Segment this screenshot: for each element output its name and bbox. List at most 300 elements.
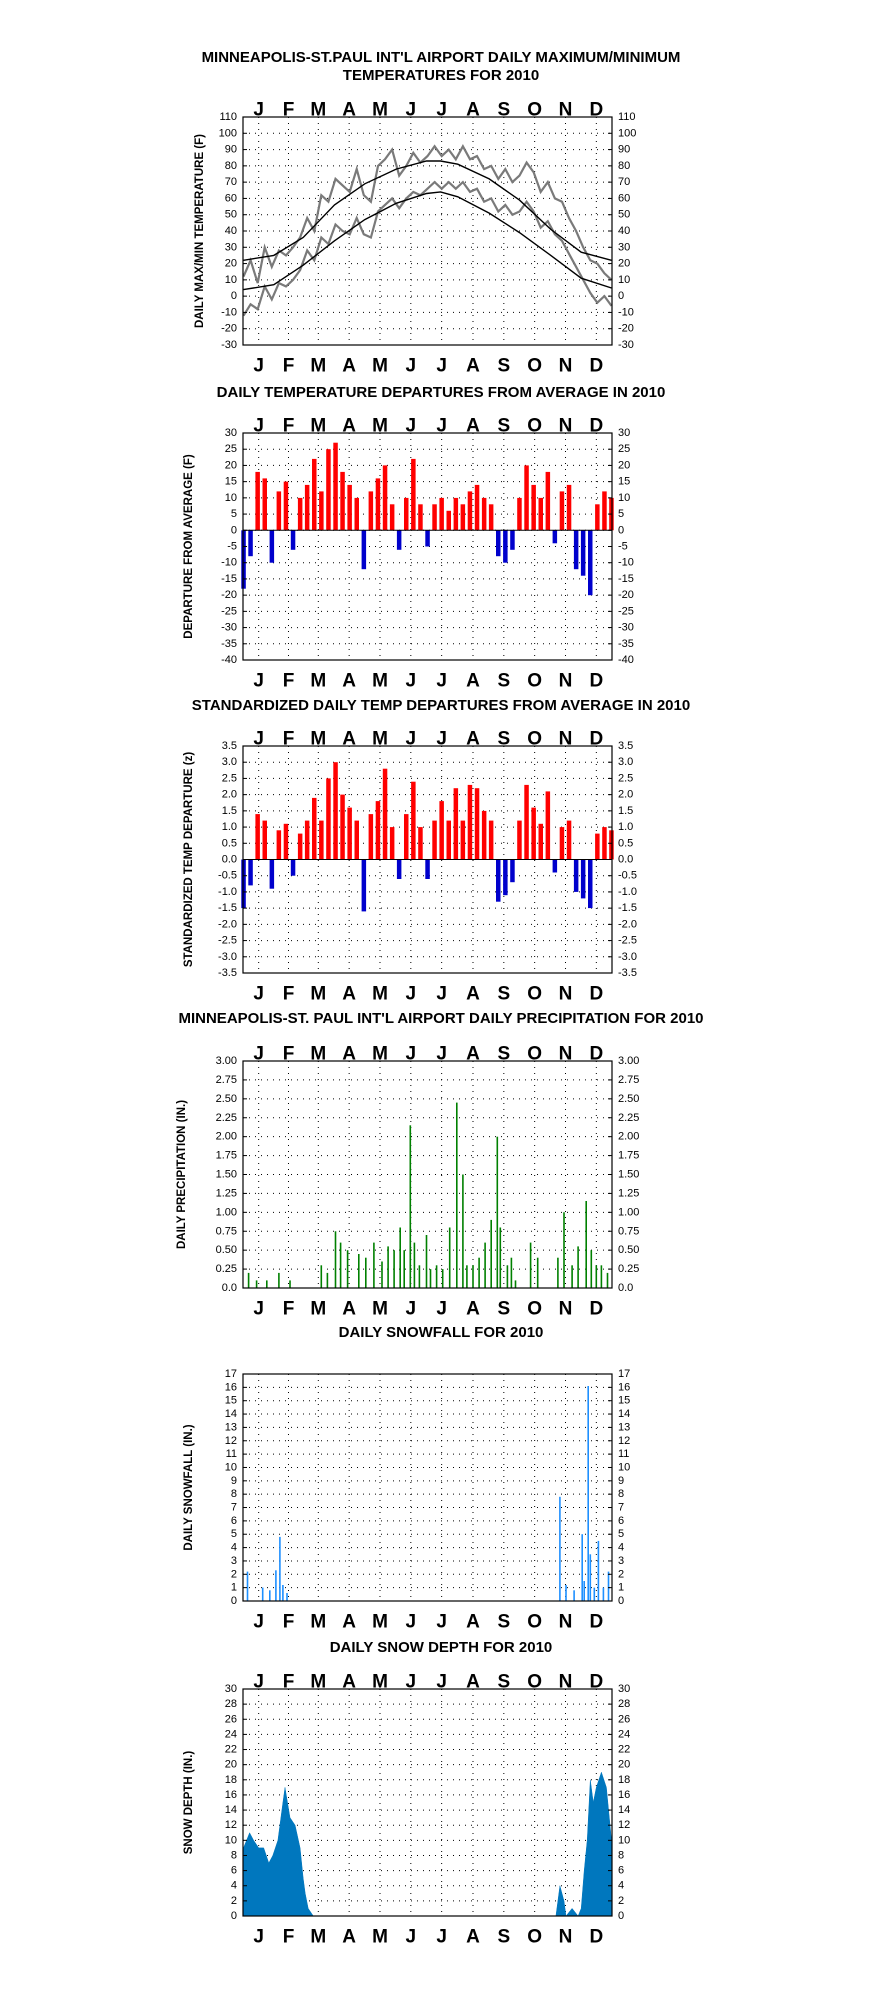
month-label: F — [282, 728, 295, 750]
bar — [277, 491, 282, 530]
y-tick-label-left: 100 — [218, 127, 237, 140]
bar — [482, 498, 487, 530]
y-tick-label-left: 8 — [230, 1488, 237, 1501]
y-tick-label-left: 5 — [230, 1528, 237, 1541]
y-tick-label-left: 30 — [224, 427, 237, 439]
y-tick-label-left: 1.25 — [215, 1187, 237, 1200]
y-tick-label-left: 0 — [230, 1595, 237, 1607]
bar — [381, 1262, 383, 1289]
month-label: J — [436, 1926, 447, 1948]
y-tick-label-right: -5 — [618, 540, 628, 553]
month-label: A — [342, 728, 357, 750]
y-tick-label-right: 20 — [618, 459, 631, 472]
y-tick-label-right: 3.0 — [618, 756, 634, 769]
bar — [517, 821, 522, 860]
y-tick-label-left: -15 — [221, 572, 237, 585]
y-tick-label-left: -30 — [221, 621, 237, 634]
bar — [524, 465, 529, 530]
bar — [510, 860, 515, 883]
month-label: A — [342, 99, 357, 121]
y-tick-label-right: 8 — [618, 1849, 625, 1862]
month-label: S — [497, 415, 511, 437]
bar — [291, 530, 296, 550]
y-tick-label-left: 0 — [230, 1910, 237, 1922]
y-tick-label-left: 0.5 — [221, 837, 237, 850]
y-tick-label-right: 12 — [618, 1819, 631, 1832]
y-tick-label-left: 24 — [224, 1728, 237, 1741]
month-label: N — [558, 1611, 573, 1633]
bar — [383, 465, 388, 530]
bar — [432, 504, 437, 530]
y-tick-label-left: 4 — [230, 1879, 237, 1892]
month-label: O — [527, 728, 543, 750]
bar — [430, 1269, 432, 1288]
bar — [355, 821, 360, 860]
y-tick-label-right: 2.00 — [618, 1130, 640, 1143]
y-tick-label-left: 4 — [230, 1541, 237, 1554]
bar — [510, 530, 515, 550]
month-label: M — [372, 1043, 388, 1065]
bar — [355, 498, 360, 530]
y-tick-label-right: 0.5 — [618, 837, 634, 850]
bar — [571, 1265, 573, 1288]
bar — [515, 1280, 517, 1288]
month-label: M — [372, 1671, 388, 1693]
month-label: N — [558, 99, 573, 121]
month-label: D — [589, 670, 604, 692]
bar — [503, 860, 508, 896]
bar — [319, 821, 324, 860]
bar — [608, 1572, 610, 1601]
bar — [563, 1212, 565, 1288]
y-tick-label-left: -25 — [221, 605, 237, 618]
y-tick-label-right: 0.75 — [618, 1225, 640, 1238]
bar — [583, 1581, 585, 1601]
bar — [500, 1228, 502, 1289]
y-tick-label-right: 25 — [618, 443, 631, 456]
y-tick-label-right: -35 — [618, 637, 634, 650]
bar — [376, 478, 381, 530]
y-tick-label-right: 2.50 — [618, 1092, 640, 1105]
month-label: F — [282, 670, 295, 692]
y-tick-label-right: 3.5 — [618, 740, 634, 752]
y-tick-label-right: 30 — [618, 1683, 631, 1695]
month-label: O — [527, 1926, 543, 1948]
month-label: F — [282, 1298, 295, 1320]
bar — [447, 511, 452, 531]
grid — [243, 1061, 612, 1288]
y-tick-label-left: -3.5 — [218, 967, 237, 979]
y-tick-label-right: 50 — [618, 208, 631, 221]
month-label: A — [466, 1298, 480, 1320]
bar — [553, 530, 558, 543]
month-label: M — [310, 728, 327, 750]
y-tick-label-right: -25 — [618, 605, 634, 618]
month-label: J — [253, 1926, 264, 1948]
y-tick-label-right: 1.0 — [618, 821, 634, 834]
y-tick-label-right: 3.00 — [618, 1055, 640, 1067]
bar — [577, 1246, 579, 1288]
bar — [277, 830, 282, 859]
y-tick-label-right: 4 — [618, 1541, 625, 1554]
month-label: A — [466, 415, 480, 437]
y-tick-label-left: 3.0 — [221, 756, 237, 769]
bar — [393, 1250, 395, 1288]
bar — [531, 808, 536, 860]
y-tick-label-right: 2.75 — [618, 1073, 640, 1086]
bar — [347, 808, 352, 860]
y-tick-label-left: -0.5 — [218, 869, 237, 882]
month-label: J — [253, 355, 264, 377]
bar — [468, 491, 473, 530]
y-tick-label-right: 1 — [618, 1581, 625, 1594]
y-tick-label-left: 10 — [224, 273, 237, 286]
grid — [243, 1374, 612, 1601]
month-label: A — [342, 670, 357, 692]
chart-title: STANDARDIZED DAILY TEMP DEPARTURES FROM AVERAGE IN 2010 — [191, 697, 691, 714]
y-tick-label-left: -20 — [221, 589, 237, 602]
month-label: J — [405, 355, 417, 377]
y-tick-label-left: 2.25 — [215, 1111, 237, 1124]
bar — [369, 491, 374, 530]
month-label: J — [405, 983, 417, 1005]
month-label: J — [405, 415, 417, 437]
bar — [530, 1243, 532, 1288]
chart-title: DAILY SNOW DEPTH FOR 2010 — [329, 1639, 553, 1656]
bar — [305, 485, 310, 530]
y-tick-label-left: 40 — [224, 225, 237, 237]
month-label: M — [310, 1043, 327, 1065]
y-axis-label: STANDARDIZED TEMP DEPARTURE (z) — [183, 751, 195, 968]
y-tick-label-right: -10 — [618, 556, 634, 569]
month-label: M — [372, 1611, 388, 1633]
bar — [596, 1265, 598, 1288]
bar — [255, 814, 260, 859]
y-tick-label-right: 20 — [618, 1758, 631, 1771]
month-label: M — [372, 728, 388, 750]
bar — [248, 1273, 250, 1288]
month-label: J — [253, 670, 264, 692]
y-tick-label-right: 1.5 — [618, 804, 634, 817]
month-label: A — [466, 1611, 480, 1633]
y-tick-label-left: 3.00 — [215, 1055, 237, 1067]
y-tick-label-right: 40 — [618, 225, 631, 237]
y-tick-label-right: -15 — [618, 572, 634, 585]
y-tick-label-left: 10 — [224, 1461, 237, 1474]
y-tick-label-left: -1.0 — [218, 885, 237, 898]
bar — [312, 798, 317, 860]
y-tick-label-left: 15 — [224, 475, 237, 488]
month-label: A — [342, 1043, 357, 1065]
month-label: N — [558, 1926, 573, 1948]
bar — [279, 1537, 281, 1601]
month-label: M — [372, 670, 388, 692]
month-label: A — [342, 415, 357, 437]
y-tick-label-left: -35 — [221, 637, 237, 650]
bar — [461, 821, 466, 860]
chart-snowdepth — [183, 1639, 630, 1948]
y-tick-label-right: -1.0 — [618, 885, 637, 898]
bar — [333, 762, 338, 859]
month-label: M — [310, 415, 327, 437]
bar — [347, 1250, 349, 1288]
month-label: M — [310, 99, 327, 121]
bar — [447, 821, 452, 860]
chart-standardized — [183, 697, 690, 1005]
bar — [574, 860, 579, 892]
y-tick-label-left: -2.5 — [218, 934, 237, 947]
bar — [607, 1273, 609, 1288]
bar — [598, 1541, 600, 1601]
bar — [358, 1254, 360, 1288]
month-label: D — [589, 415, 604, 437]
bar — [403, 1250, 405, 1288]
bar — [475, 788, 480, 859]
bar — [425, 860, 430, 880]
month-label: A — [342, 1611, 357, 1633]
plot-frame — [243, 1061, 612, 1288]
y-tick-label-right: 1.25 — [618, 1187, 640, 1200]
bar — [546, 472, 551, 530]
bar — [546, 791, 551, 859]
chart-title: DAILY TEMPERATURE DEPARTURES FROM AVERAGE IN 2010 — [216, 384, 666, 401]
y-tick-label-right: -40 — [618, 654, 634, 666]
y-tick-label-right: 15 — [618, 475, 631, 488]
y-tick-label-right: 60 — [618, 192, 631, 205]
bar — [449, 1228, 451, 1289]
y-tick-label-right: 10 — [618, 491, 631, 504]
bar — [595, 834, 600, 860]
y-tick-label-right: 1.50 — [618, 1168, 640, 1181]
bar — [590, 1554, 592, 1601]
month-label: J — [436, 1043, 447, 1065]
bar — [591, 1250, 593, 1288]
month-label: F — [282, 415, 295, 437]
y-tick-label-left: 25 — [224, 443, 237, 456]
y-tick-label-left: 14 — [224, 1804, 237, 1817]
bar — [560, 827, 565, 859]
month-label: J — [405, 1611, 417, 1633]
y-tick-label-left: 1.0 — [221, 821, 237, 834]
y-tick-label-left: -3.0 — [218, 950, 237, 963]
month-label: J — [253, 415, 264, 437]
bar — [524, 785, 529, 860]
y-tick-label-left: -1.5 — [218, 902, 237, 915]
plot-frame — [243, 117, 612, 345]
y-tick-label-right: 0.25 — [618, 1263, 640, 1276]
y-tick-label-left: 28 — [224, 1698, 237, 1711]
bar — [340, 472, 345, 530]
y-tick-label-left: 6 — [230, 1864, 237, 1877]
y-tick-label-left: -5 — [227, 540, 237, 553]
bar — [340, 795, 345, 860]
bar — [248, 860, 253, 886]
month-label: J — [436, 983, 447, 1005]
bar — [256, 1280, 258, 1288]
bar — [419, 1265, 421, 1288]
y-tick-label-right: 14 — [618, 1408, 631, 1421]
bar — [475, 485, 480, 530]
bar — [269, 1590, 271, 1601]
month-label: S — [497, 1043, 511, 1065]
y-tick-label-left: -2.0 — [218, 918, 237, 931]
month-label: N — [558, 728, 573, 750]
y-tick-label-left: 0 — [230, 524, 237, 537]
y-tick-label-right: 30 — [618, 241, 631, 254]
month-label: J — [253, 1611, 264, 1633]
marks — [244, 1772, 612, 1916]
y-tick-label-left: 20 — [224, 1758, 237, 1771]
month-label: O — [527, 670, 543, 692]
chart-temps — [194, 49, 680, 377]
y-tick-label-left: 14 — [224, 1408, 237, 1421]
bar — [284, 824, 289, 860]
y-tick-label-left: 2 — [230, 1894, 237, 1907]
y-tick-label-right: 12 — [618, 1434, 631, 1447]
bar — [517, 498, 522, 530]
bar — [496, 860, 501, 902]
bar — [376, 801, 381, 859]
bar — [278, 1273, 280, 1288]
bar — [289, 1280, 291, 1288]
y-tick-label-left: 2.75 — [215, 1073, 237, 1086]
month-label: M — [310, 1298, 327, 1320]
y-tick-label-left: 10 — [224, 1834, 237, 1847]
y-tick-label-left: 20 — [224, 459, 237, 472]
bar — [581, 860, 586, 899]
bar — [432, 821, 437, 860]
y-tick-label-right: 0 — [618, 290, 625, 303]
y-tick-label-right: 10 — [618, 1461, 631, 1474]
month-label: N — [558, 355, 573, 377]
month-label: D — [589, 983, 604, 1005]
month-label: A — [466, 1926, 480, 1948]
y-tick-label-right: 0 — [618, 1595, 625, 1607]
month-label: J — [405, 728, 417, 750]
y-tick-label-left: 22 — [224, 1743, 237, 1756]
month-label: S — [497, 99, 511, 121]
bar — [565, 1585, 567, 1601]
bar — [587, 1386, 589, 1601]
bar — [436, 1265, 438, 1288]
bar — [560, 491, 565, 530]
bar — [581, 1534, 583, 1601]
month-label: J — [436, 728, 447, 750]
bar — [601, 1265, 603, 1288]
bar — [581, 530, 586, 575]
y-tick-label-right: 8 — [618, 1488, 625, 1501]
bar — [462, 1175, 464, 1289]
y-tick-label-right: 2.0 — [618, 788, 634, 801]
bar — [387, 1246, 389, 1288]
bar — [585, 1201, 587, 1288]
observed-line — [244, 146, 612, 283]
month-label: A — [466, 670, 480, 692]
y-axis-label: DAILY PRECIPITATION (IN.) — [176, 1099, 188, 1250]
bar — [490, 1220, 492, 1288]
y-tick-label-right: -30 — [618, 339, 634, 351]
bar — [559, 1497, 561, 1601]
month-label: J — [436, 1671, 447, 1693]
y-tick-label-right: 18 — [618, 1773, 631, 1786]
month-label: M — [310, 1926, 327, 1948]
bar — [347, 485, 352, 530]
month-label: D — [589, 728, 604, 750]
month-label: J — [253, 983, 264, 1005]
y-tick-label-left: 11 — [225, 1448, 237, 1461]
y-tick-label-right: 6 — [618, 1864, 625, 1877]
bar — [266, 1280, 268, 1288]
month-label: N — [558, 1671, 573, 1693]
bar — [282, 1585, 284, 1601]
y-tick-label-right: 10 — [618, 1834, 631, 1847]
bar — [369, 814, 374, 859]
month-label: M — [372, 99, 388, 121]
month-label: M — [310, 983, 327, 1005]
month-label: A — [466, 99, 480, 121]
y-axis-label: DAILY MAX/MIN TEMPERATURE (F) — [194, 133, 206, 329]
bar — [496, 530, 501, 556]
bar — [373, 1243, 375, 1288]
bar — [503, 530, 508, 562]
month-label: D — [589, 1043, 604, 1065]
bar — [284, 482, 289, 531]
y-tick-label-left: 0.0 — [221, 1282, 237, 1294]
y-tick-label-right: 0.0 — [618, 1282, 634, 1294]
y-tick-label-left: 1.00 — [215, 1206, 237, 1219]
bar — [411, 782, 416, 860]
y-tick-label-left: 5 — [230, 508, 237, 521]
y-tick-label-right: 110 — [618, 111, 636, 123]
y-tick-label-right: 26 — [618, 1713, 631, 1726]
month-label: A — [466, 983, 480, 1005]
y-tick-label-left: 17 — [224, 1368, 237, 1380]
month-label: M — [310, 355, 327, 377]
marks — [244, 146, 612, 315]
bar — [410, 1125, 412, 1288]
month-label: M — [310, 670, 327, 692]
bar — [602, 827, 607, 859]
y-tick-label-right: 22 — [618, 1743, 631, 1756]
chart-title: DAILY SNOWFALL FOR 2010 — [338, 1324, 544, 1341]
bar — [553, 860, 558, 873]
bar — [247, 1572, 249, 1601]
month-label: A — [466, 728, 480, 750]
bar — [418, 504, 423, 530]
bar — [327, 1273, 329, 1288]
y-axis-label: DEPARTURE FROM AVERAGE (F) — [183, 454, 195, 639]
bar — [478, 1258, 480, 1288]
bar — [312, 459, 317, 530]
bar — [298, 834, 303, 860]
y-tick-label-left: -10 — [221, 556, 237, 569]
y-tick-label-left: 0.25 — [215, 1263, 237, 1276]
y-tick-label-left: 7 — [230, 1501, 237, 1514]
y-tick-label-left: 2.5 — [221, 772, 237, 785]
month-label: N — [558, 1298, 573, 1320]
month-label: N — [558, 1043, 573, 1065]
month-label: O — [527, 1043, 543, 1065]
month-label: S — [497, 670, 511, 692]
y-tick-label-right: 2.5 — [618, 772, 634, 785]
bar — [399, 1228, 401, 1289]
y-tick-label-right: 9 — [618, 1474, 625, 1487]
month-label: F — [282, 1043, 295, 1065]
bar — [319, 491, 324, 530]
bar — [426, 1235, 428, 1288]
bar — [531, 485, 536, 530]
month-label: S — [497, 983, 511, 1005]
